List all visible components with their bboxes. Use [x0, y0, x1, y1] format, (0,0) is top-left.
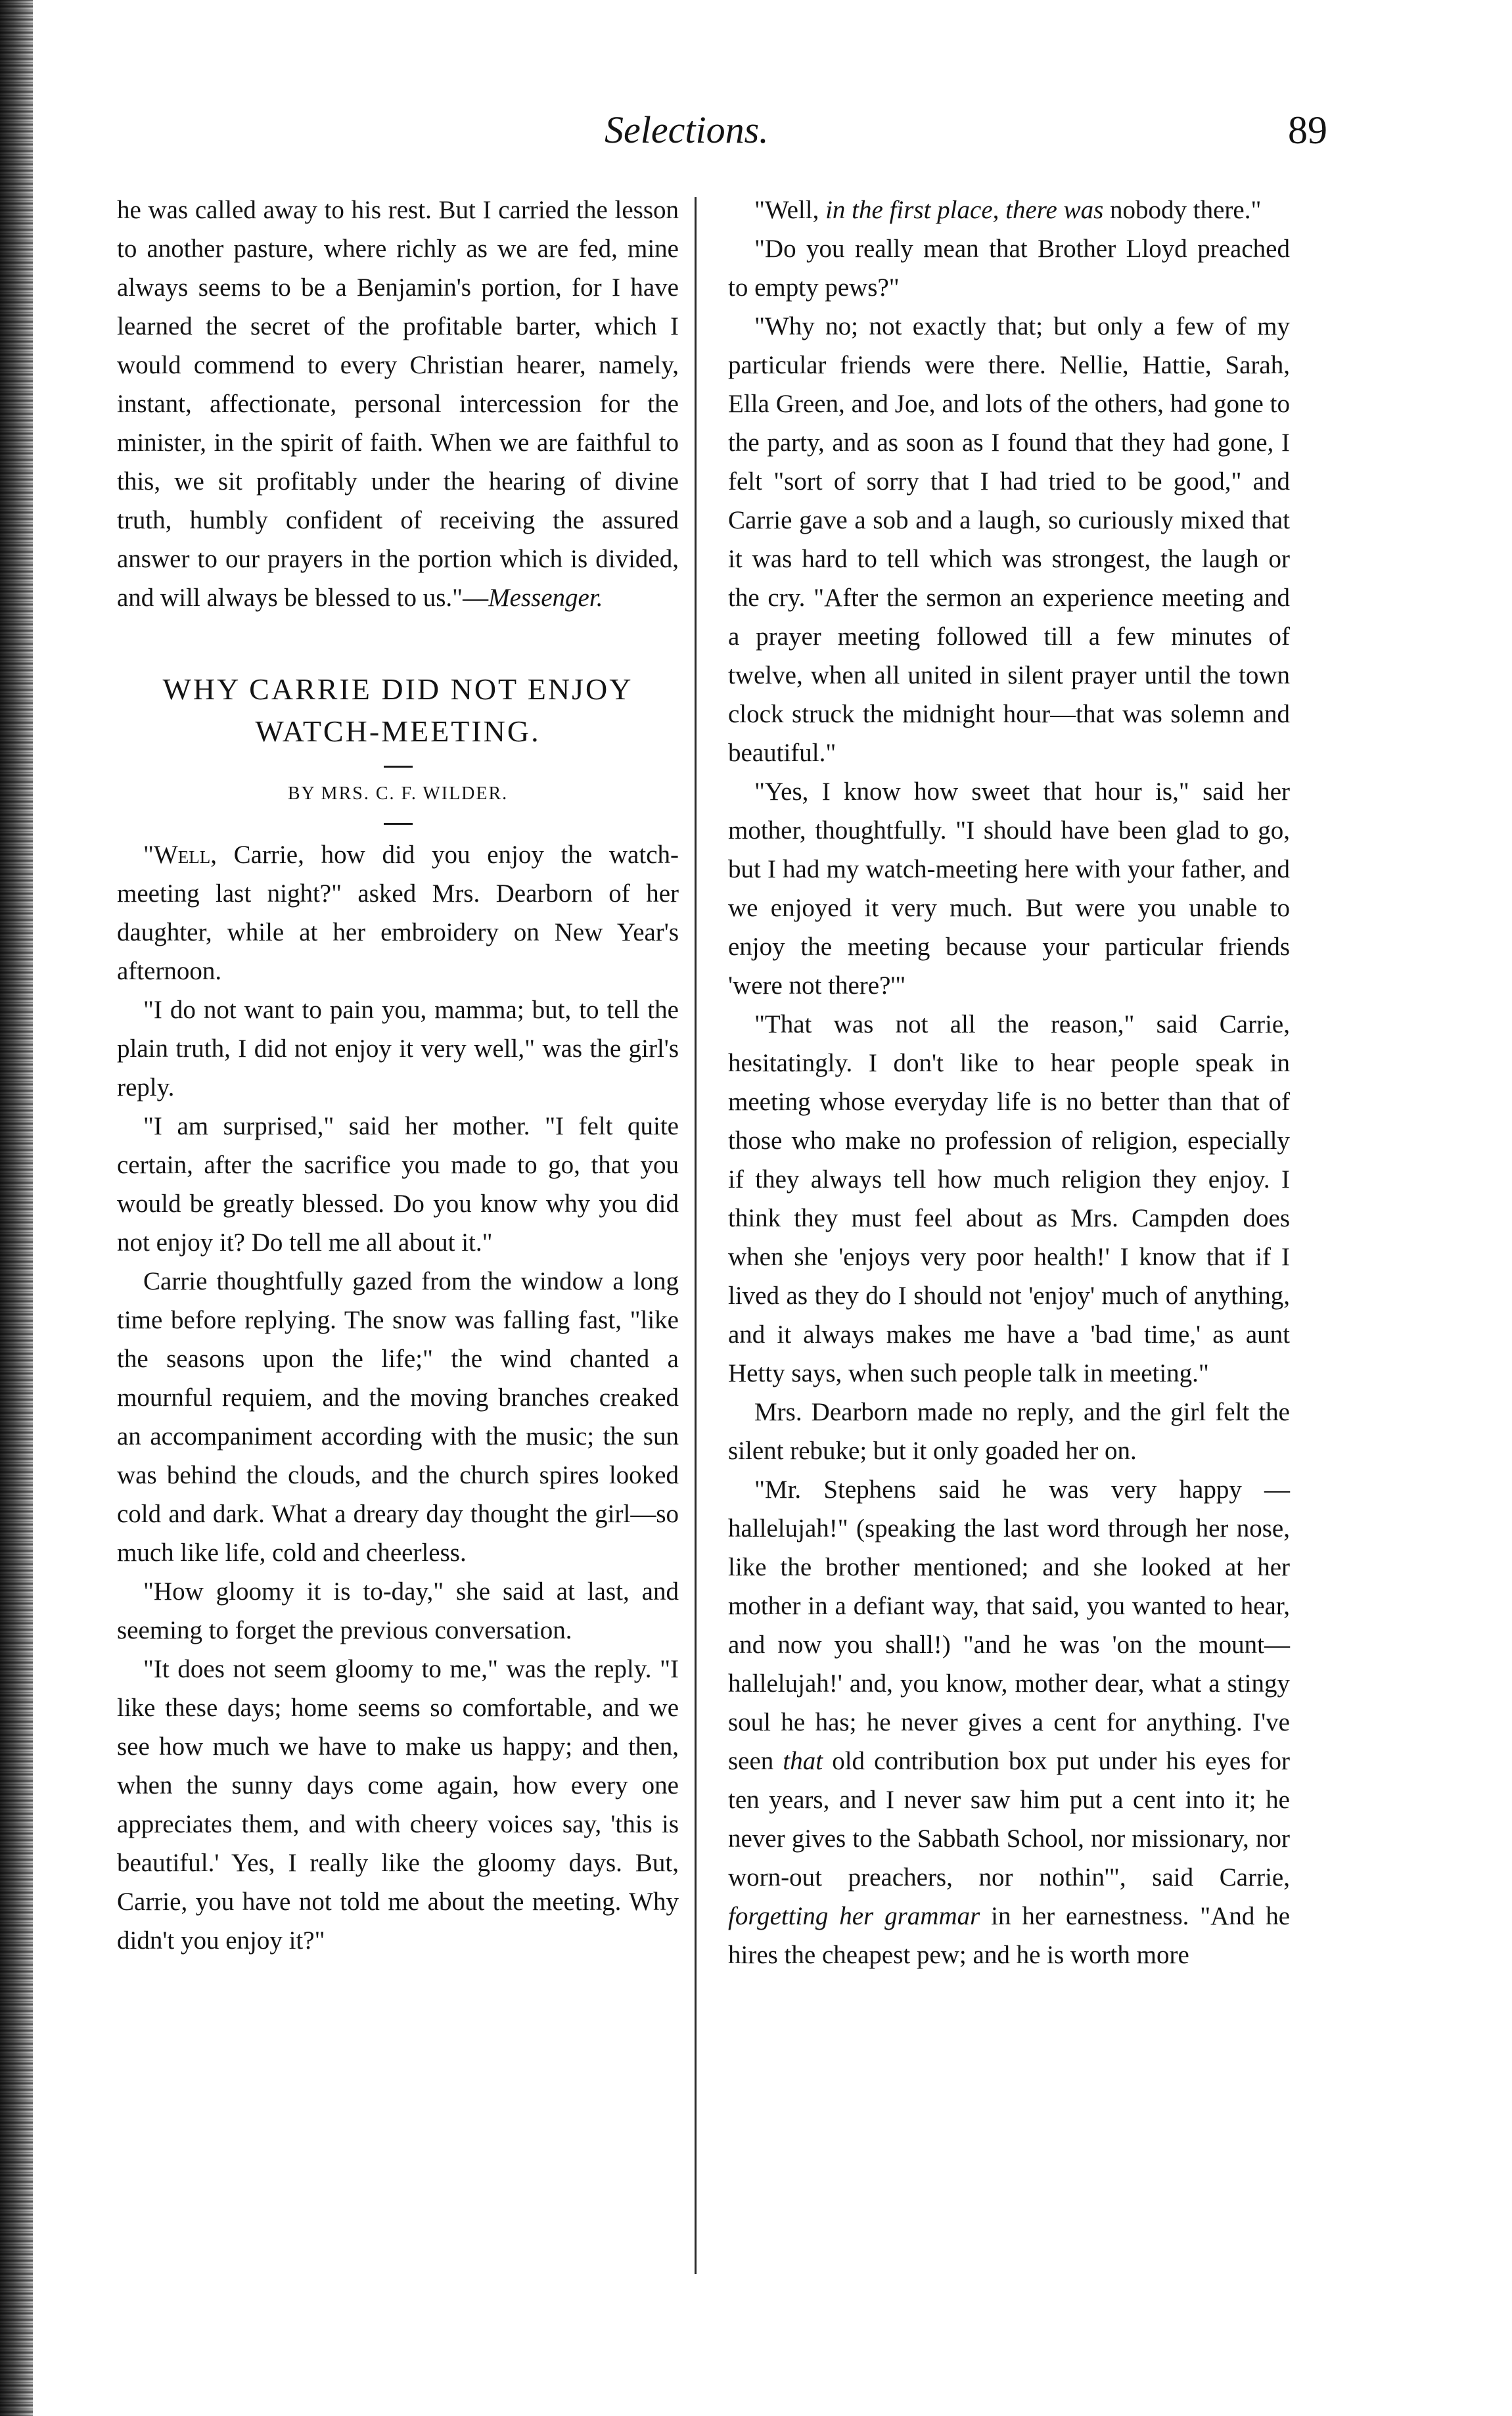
article-paragraph — [728, 191, 1290, 229]
column-divider — [695, 197, 697, 2274]
paragraph-text: old contribution box put under his eyes for ten years, and I never saw him put a cent into it; he never gives to the Sabbath School, nor missionary, nor worn-out preachers, nor nothin'", said Carrie, — [728, 1747, 1290, 1892]
emphasis-text: in the first place, there was — [825, 196, 1104, 224]
page-binding-edge — [0, 0, 33, 2416]
previous-article-ending — [117, 191, 679, 617]
right-column — [728, 191, 1290, 1974]
running-head: Selections. — [605, 108, 769, 151]
title-divider — [384, 766, 413, 768]
source-attribution: Messenger. — [488, 584, 603, 612]
article-paragraph: "Do you really mean that Brother Lloyd preached to empty pews?" — [728, 235, 1290, 302]
article-paragraph: Carrie thoughtfully gazed from the window a long time before replying. The snow was falling fast, "like the seasons upon the life;" the wind chanted a mournful requiem, and the moving branches creaked an accompaniment according with the music; the sun was behind the clouds, and the church spires looked cold and dark. What a dreary day thought the girl—so much like life, cold and cheerless. — [117, 1267, 679, 1567]
article-paragraph: Mrs. Dearborn made no reply, and the girl felt the silent rebuke; but it only goaded her on. — [728, 1398, 1290, 1465]
byline-divider — [384, 823, 413, 825]
paragraph-text: in her earnestness. "And he hires the cheapest pew; and he is worth more — [728, 1902, 1290, 1969]
article-paragraph — [117, 835, 679, 990]
previous-article-text: he was called away to his rest. But I carried the lesson to another pasture, where richly as we are fed, mine always seems to be a Benjamin's portion, for I have learned the secret of the profitable barter, which I would commend to every Christian hearer, namely, instant, affectionate, personal intercession for the minister, in the spirit of faith. When we are faithful to this, we sit profitably under the hearing of divine truth, humbly confident of receiving the assured answer to our prayers in the portion which is divided, and will always be blessed to us."— — [117, 196, 679, 612]
paragraph-text: Carrie, how did you enjoy the watch-meeting last night?" asked Mrs. Dearborn of her daughter, while at her embroidery on New Year's afternoon. — [117, 841, 679, 985]
left-column — [117, 191, 679, 1960]
article-paragraph: "How gloomy it is to-day," she said at last, and seeming to forget the previous conversation. — [117, 1577, 679, 1644]
page-header — [118, 106, 1327, 166]
article-paragraph: "I do not want to pain you, mamma; but, to tell the plain truth, I did not enjoy it very well," was the girl's reply. — [117, 996, 679, 1102]
paragraph-text: "Mr. Stephens said he was very happy —hallelujah!" (speaking the last word through her nose, like the brother mentioned; and she looked at her mother in a defiant way, that said, you wanted to hear, and now you shall!) "and he was 'on the mount— hallelujah!' and, you know, mother dear, what a stingy soul he has; he never gives a cent for anything. I've seen — [728, 1475, 1290, 1775]
article-paragraph: "Yes, I know how sweet that hour is," said her mother, thoughtfully. "I should have been glad to go, but I had my watch-meeting here with your father, and we enjoyed it very much. But were you unable to enjoy the meeting because your particular friends 'were not there?'" — [728, 778, 1290, 1000]
emphasis-text: forgetting her grammar — [728, 1902, 980, 1930]
article-paragraph: "It does not seem gloomy to me," was the reply. "I like these days; home seems so comfortable, and we see how much we have to make us happy; and then, when the sunny days come again, how every one appreciates them, and with cheery voices say, 'this is beautiful.' Yes, I really like the gloomy days. But, Carrie, you have not told me about the meeting. Why didn't you enjoy it?" — [117, 1655, 679, 1955]
article-paragraph: "I am surprised," said her mother. "I felt quite certain, after the sacrifice you made to go, that you would be greatly blessed. Do you know why you did not enjoy it? Do tell me all about it." — [117, 1112, 679, 1257]
article-paragraph: "Why no; not exactly that; but only a few of my particular friends were there. Nellie, Hattie, Sarah, Ella Green, and Joe, and lots of the others, had gone to the party, and as soon as I found that they had gone, I felt "sort of sorry that I had tried to be good," and Carrie gave a sob and a laugh, so curiously mixed that it was hard to tell which was strongest, the laugh or the cry. "After the sermon an experience meeting and a prayer meeting followed till a few minutes of twelve, when all united in silent prayer until the town clock struck the midnight hour—that was solemn and beautiful." — [728, 312, 1290, 767]
paragraph-text: nobody there." — [1103, 196, 1262, 224]
page-number: 89 — [1288, 108, 1327, 152]
article-byline: BY MRS. C. F. WILDER. — [287, 783, 509, 804]
opening-words: "Well, — [143, 841, 217, 869]
article-title: WHY CARRIE DID NOT ENJOY WATCH-MEETING. — [162, 672, 633, 748]
emphasis-text: that — [783, 1747, 823, 1775]
article-paragraph — [728, 1470, 1290, 1974]
article-paragraph: "That was not all the reason," said Carrie, hesitatingly. I don't like to hear people speak in meeting whose everyday life is no better than that of those who make no profession of religion, especially if they always tell how much religion they enjoy. I think they must feel about as Mrs. Campden does when she 'enjoys very poor health!' I know that if I lived as they do I should not 'enjoy' much of anything, and it always makes me have a 'bad time,' as aunt Hetty says, when such people talk in meeting." — [728, 1010, 1290, 1387]
paragraph-text: "Well, — [754, 196, 826, 224]
